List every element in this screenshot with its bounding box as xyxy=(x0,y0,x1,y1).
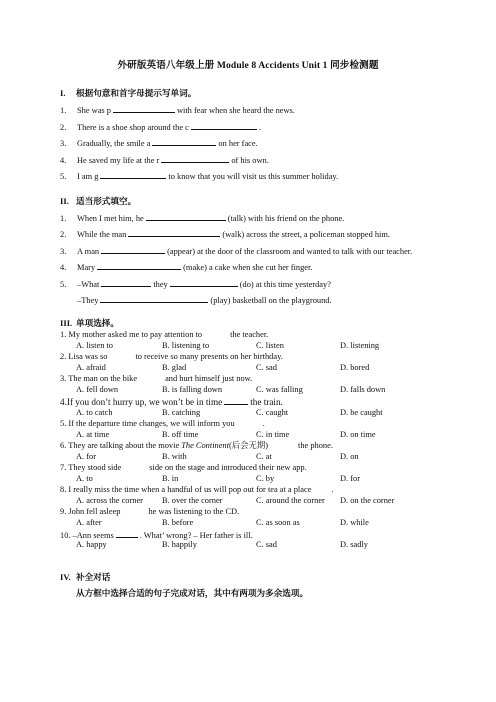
question-text: 8. I really miss the time when a handful of us will pop out for tea at a place xyxy=(60,485,312,494)
option-d[interactable]: D. for xyxy=(340,474,361,483)
option-a[interactable]: A. for xyxy=(76,452,97,461)
question-text: and hurt himself just now. xyxy=(165,374,253,383)
part2-item-4 xyxy=(60,261,312,274)
answer-blank[interactable] xyxy=(113,104,175,113)
question-text: 2. Lisa was so xyxy=(60,352,108,361)
mc-question-9 xyxy=(60,507,239,518)
question-text: 7. They stood side xyxy=(60,463,122,472)
part2-item-5 xyxy=(60,278,331,291)
option-c[interactable]: C. in time xyxy=(256,430,290,439)
section-3-title: 单项选择。 xyxy=(76,318,119,328)
section-1-title: 根据句意和首字母提示写单词。 xyxy=(76,88,197,98)
movie-title: The Continent xyxy=(181,441,229,450)
item-text: (walk) across the street, a policeman stopped him. xyxy=(222,230,390,239)
option-b[interactable]: B. happily xyxy=(162,540,197,549)
answer-blank[interactable] xyxy=(101,245,165,254)
question-text: 1. My mother asked me to pay attention to xyxy=(60,330,203,339)
answer-blank[interactable] xyxy=(170,278,238,287)
part1-item-3 xyxy=(60,137,258,150)
answer-blank[interactable] xyxy=(101,278,151,287)
part2-item-1 xyxy=(60,212,344,225)
item-text: I am g xyxy=(77,172,99,181)
question-text: 3. The man on the bike xyxy=(60,374,138,383)
option-b[interactable]: B. is falling down xyxy=(162,385,223,394)
item-text: –They xyxy=(77,296,99,305)
question-text: the train. xyxy=(250,397,283,407)
option-c[interactable]: C. sad xyxy=(256,540,277,549)
mc-question-1 xyxy=(60,330,268,341)
section-4-number: IV. xyxy=(60,572,71,582)
section-1-number: I. xyxy=(60,88,66,98)
option-a[interactable]: A. happy xyxy=(76,540,107,549)
section-2-number: II. xyxy=(60,196,69,206)
option-a[interactable]: A. listen to xyxy=(76,341,113,350)
mc-question-4 xyxy=(60,396,283,409)
item-text: (talk) with his friend on the phone. xyxy=(227,214,345,223)
option-d[interactable]: D. be caught xyxy=(340,408,383,417)
question-text: . xyxy=(331,485,334,494)
answer-blank[interactable] xyxy=(146,212,226,221)
question-text: side on the stage and introduced their new app. xyxy=(149,463,307,472)
item-number: 3. xyxy=(60,139,67,148)
part1-item-2 xyxy=(60,121,261,134)
part2-item-2 xyxy=(60,228,390,241)
option-a[interactable]: A. afraid xyxy=(76,363,106,372)
option-a[interactable]: A. across the corner xyxy=(76,496,143,505)
item-number: 1. xyxy=(60,106,67,115)
question-text: . What’ wrong? – Her father is ill. xyxy=(139,531,253,540)
mc-question-7 xyxy=(60,463,307,474)
answer-blank[interactable] xyxy=(100,294,208,303)
option-c[interactable]: C. at xyxy=(256,452,272,461)
section-1-heading xyxy=(60,88,196,99)
mc-question-5 xyxy=(60,419,265,430)
item-number: 4. xyxy=(60,263,67,272)
item-number: 2. xyxy=(60,123,67,132)
answer-blank[interactable] xyxy=(128,228,220,237)
section-3-number: III. xyxy=(60,318,73,328)
section-4-title: 补全对话 xyxy=(76,572,111,582)
option-a[interactable]: A. to xyxy=(76,474,93,483)
option-d[interactable]: D. sadly xyxy=(340,540,368,549)
option-c[interactable]: C. caught xyxy=(256,408,289,417)
option-c[interactable]: C. as soon as xyxy=(256,518,300,527)
question-text: . xyxy=(262,419,265,428)
option-b[interactable]: B. in xyxy=(162,474,179,483)
item-number: 3. xyxy=(60,247,67,256)
option-d[interactable]: D. on xyxy=(340,452,359,461)
option-b[interactable]: B. catching xyxy=(162,408,201,417)
item-text: While the man xyxy=(77,230,127,239)
item-text: (do) at this time yesterday? xyxy=(239,280,331,289)
option-d[interactable]: D. on time xyxy=(340,430,376,439)
mc-question-6 xyxy=(60,441,333,452)
option-d[interactable]: D. falls down xyxy=(340,385,386,394)
answer-blank[interactable] xyxy=(97,261,181,270)
answer-blank[interactable] xyxy=(224,396,248,405)
item-text: She was p xyxy=(77,106,111,115)
item-text: with fear when she heard the news. xyxy=(176,106,295,115)
item-text: (appear) at the door of the classroom and wanted to talk with our teacher. xyxy=(167,247,413,256)
answer-blank[interactable] xyxy=(100,170,166,179)
question-text: the phone. xyxy=(298,441,333,450)
option-c[interactable]: C. sad xyxy=(256,363,277,372)
option-a[interactable]: A. to catch xyxy=(76,408,113,417)
option-c[interactable]: C. around the corner xyxy=(256,496,325,505)
option-b[interactable]: B. with xyxy=(162,452,187,461)
item-number: 5. xyxy=(60,280,67,289)
option-d[interactable]: D. listening xyxy=(340,341,380,350)
question-text: 5. If the departure time changes, we will inform you xyxy=(60,419,235,428)
answer-blank[interactable] xyxy=(191,121,257,130)
section-2-heading xyxy=(60,196,136,207)
mc-question-2 xyxy=(60,352,283,363)
part1-item-5 xyxy=(60,170,338,183)
option-c[interactable]: C. listen xyxy=(256,341,284,350)
question-text: 9. John fell asleep xyxy=(60,507,121,516)
page-title: 外研版英语八年级上册 Module 8 Accidents Unit 1 同步检测题 xyxy=(117,60,379,71)
item-text: Gradually, the smile a xyxy=(77,139,151,148)
mc-question-8 xyxy=(60,485,334,496)
question-text: 10. –Ann seems xyxy=(60,531,114,540)
section-4-heading xyxy=(60,572,110,583)
item-number: 4. xyxy=(60,156,67,165)
section-4-instruction: 从方框中选择合适的句子完成对话，其中有两项为多余选项。 xyxy=(76,588,309,598)
question-text: he was listening to the CD. xyxy=(148,507,240,516)
option-d[interactable]: D. bored xyxy=(340,363,370,372)
item-text: –What xyxy=(77,280,100,289)
part2-item-5-reply xyxy=(60,294,332,307)
option-b[interactable]: B. over the corner xyxy=(162,496,223,505)
question-text: the teacher. xyxy=(230,330,269,339)
item-number: 1. xyxy=(60,214,67,223)
item-text: When I met him, he xyxy=(77,214,144,223)
option-a[interactable]: A. after xyxy=(76,518,102,527)
option-b[interactable]: B. listening to xyxy=(162,341,210,350)
item-text: they xyxy=(153,280,168,289)
option-b[interactable]: B. glad xyxy=(162,363,187,372)
option-c[interactable]: C. was falling xyxy=(256,385,303,394)
option-d[interactable]: D. on the corner xyxy=(340,496,395,505)
item-number: 5. xyxy=(60,172,67,181)
item-text: of his own. xyxy=(231,156,269,165)
option-a[interactable]: A. fell down xyxy=(76,385,119,394)
movie-chinese-title: (后会无期) xyxy=(228,441,269,450)
option-b[interactable]: B. before xyxy=(162,518,194,527)
item-text: on her face. xyxy=(218,139,258,148)
answer-blank[interactable] xyxy=(116,529,138,538)
item-text: (make) a cake when she cut her finger. xyxy=(183,263,313,272)
option-b[interactable]: B. off time xyxy=(162,430,199,439)
question-text: 6. They are talking about the movie xyxy=(60,441,180,450)
item-text: He saved my life at the r xyxy=(77,156,160,165)
part1-item-1 xyxy=(60,104,295,117)
item-text: Mary xyxy=(77,263,96,272)
answer-blank[interactable] xyxy=(161,154,229,163)
section-2-title: 适当形式填空。 xyxy=(76,196,137,206)
part2-item-3 xyxy=(60,245,412,258)
option-a[interactable]: A. at time xyxy=(76,430,110,439)
section-3-heading xyxy=(60,318,119,329)
item-text: A man xyxy=(77,247,100,256)
question-text: to receive so many presents on her birthday. xyxy=(135,352,283,361)
answer-blank[interactable] xyxy=(152,137,216,146)
option-d[interactable]: D. while xyxy=(340,518,369,527)
item-number: 2. xyxy=(60,230,67,239)
item-text: to know that you will visit us this summer holiday. xyxy=(168,172,339,181)
item-text: (play) basketball on the playground. xyxy=(210,296,332,305)
item-text: There is a shoe shop around the c xyxy=(77,123,189,132)
part1-item-4 xyxy=(60,154,269,167)
mc-question-3 xyxy=(60,374,252,385)
option-c[interactable]: C. by xyxy=(256,474,275,483)
question-text: 4.If you don’t hurry up, we won’t be in time xyxy=(60,397,223,407)
item-text: . xyxy=(258,123,261,132)
